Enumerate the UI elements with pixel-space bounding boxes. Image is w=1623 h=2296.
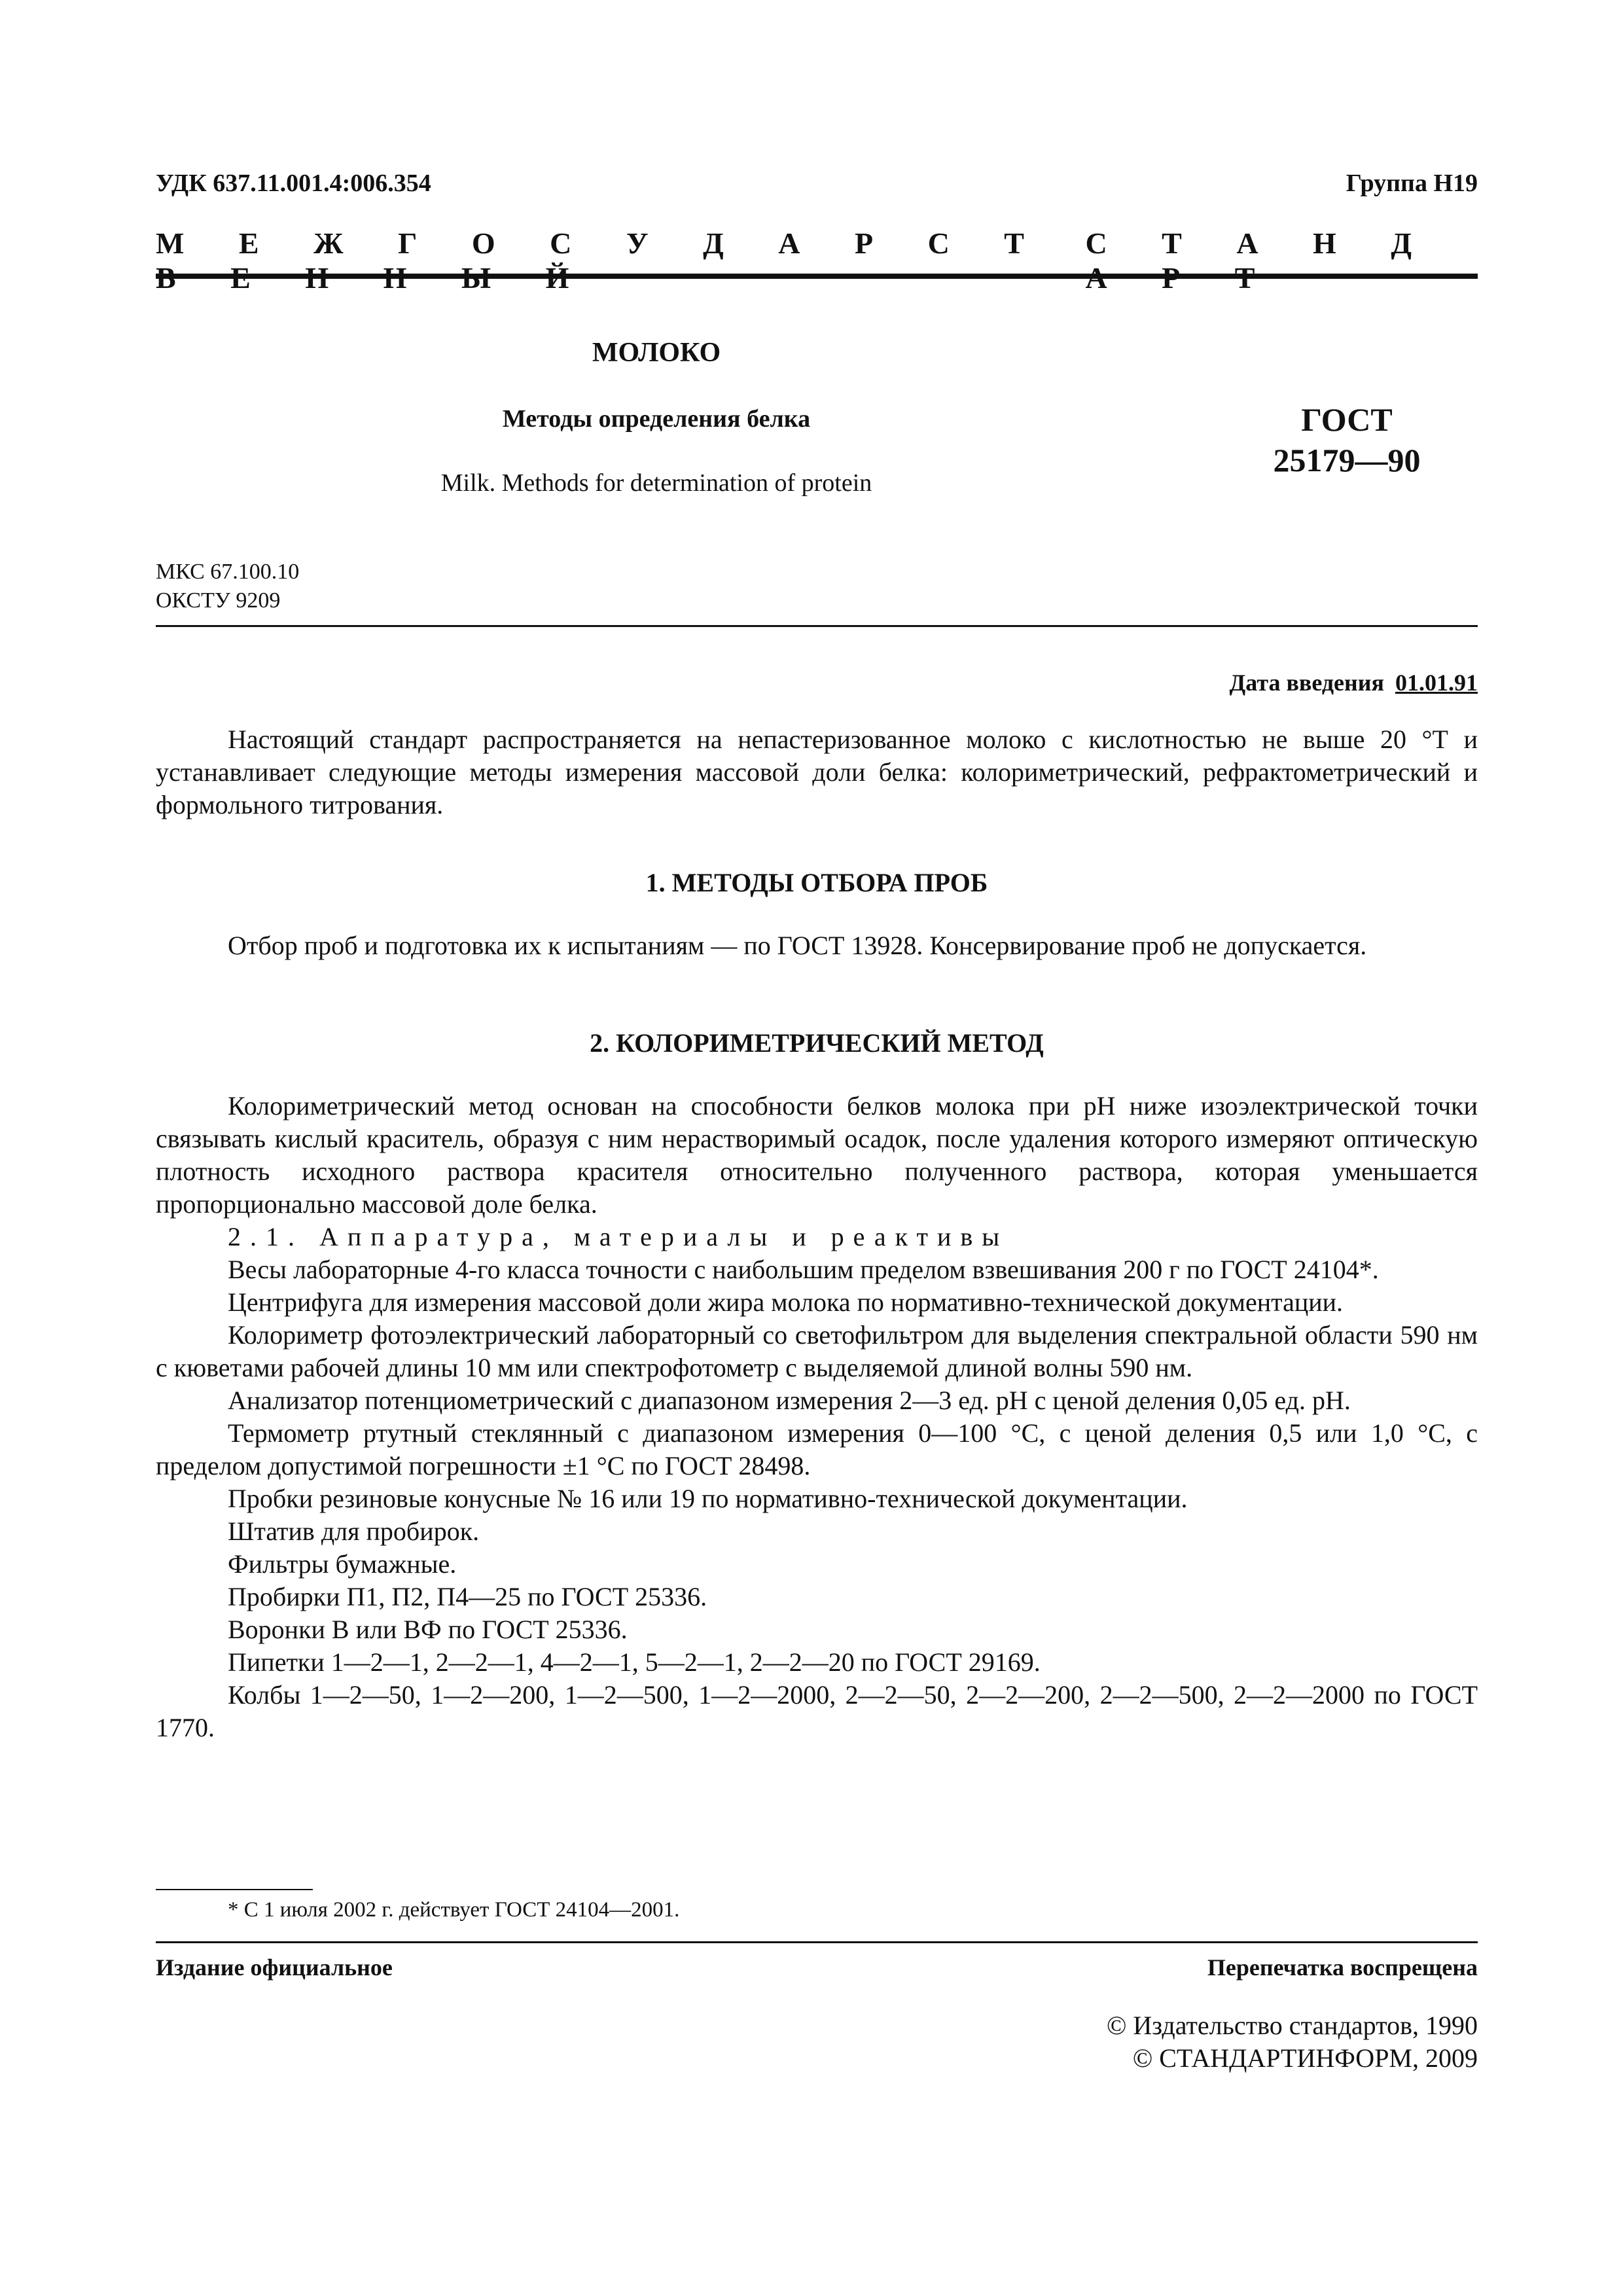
group-code: Группа Н19 xyxy=(1346,170,1478,197)
header-rule xyxy=(156,274,1478,279)
document-title: МОЛОКО xyxy=(592,338,721,368)
equipment-item: Пробирки П1, П2, П4—25 по ГОСТ 25336. xyxy=(228,1582,707,1611)
section-1-paragraph: Отбор проб и подготовка их к испытаниям — по ГОСТ 13928. Консервирование проб не допускается. xyxy=(228,931,1367,960)
equipment-item: Весы лабораторные 4-го класса точности с наибольшим пределом взвешивания 200 г по ГОСТ 24104*. xyxy=(228,1255,1379,1284)
equipment-item: Термометр ртутный стеклянный с диапазоном измерения 0—100 °С, с ценой деления 0,5 или 1,0 °С, с пределом допустимой погрешности ±1 °С по ГОСТ 28498. xyxy=(156,1418,1478,1480)
classification-block xyxy=(156,558,299,615)
gost-number: 25179—90 xyxy=(1273,442,1421,478)
equipment-item: Колбы 1—2—50, 1—2—200, 1—2—500, 1—2—2000, 2—2—50, 2—2—200, 2—2—500, 2—2—2000 по ГОСТ 1770. xyxy=(156,1680,1478,1742)
document-subtitle-en: Milk. Methods for determination of protein xyxy=(440,469,872,497)
section-2-heading: 2. КОЛОРИМЕТРИЧЕСКИЙ МЕТОД xyxy=(590,1028,1044,1058)
section-2-paragraph: Колориметрический метод основан на способности белков молока при рН ниже изоэлектрической точки связывать кислый краситель, образуя с ним нерастворимый осадок, после удаления которого измеряют оптическую плотность исходного раствора красителя относительно полученного раствора, которая уменьшается пропорционально массовой доле белка. xyxy=(156,1091,1478,1219)
equipment-item: Воронки В или ВФ по ГОСТ 25336. xyxy=(228,1615,628,1644)
interstate-standard-banner xyxy=(156,226,1478,295)
banner-word-interstate: М Е Ж Г О С У Д А Р С Т xyxy=(156,226,1048,260)
reprint-note: Перепечатка воспрещена xyxy=(1207,1954,1478,1981)
classification-rule xyxy=(156,625,1478,627)
gost-designation xyxy=(1216,399,1478,480)
equipment-item: Пробки резиновые конусные № 16 или 19 по нормативно-технической документации. xyxy=(228,1484,1188,1513)
intro-date-value: 01.01.91 xyxy=(1395,670,1478,696)
intro-paragraph-block xyxy=(156,723,1478,821)
intro-date-label: Дата введения xyxy=(1229,670,1384,696)
equipment-item: Анализатор потенциометрический с диапазоном измерения 2—3 ед. рН с ценой деления 0,05 ед. рН. xyxy=(228,1386,1351,1415)
mks-code: МКС 67.100.10 xyxy=(156,560,300,584)
introduction-date xyxy=(1230,669,1478,696)
equipment-item: Колориметр фотоэлектрический лабораторный со светофильтром для выделения спектральной области 590 нм с кюветами рабочей длины 10 мм или спектрофотометр с выделяемой длиной волны 590 нм. xyxy=(156,1320,1478,1382)
document-subtitle-ru: Методы определения белка xyxy=(502,405,811,433)
section-1-heading: 1. МЕТОДЫ ОТБОРА ПРОБ xyxy=(645,868,988,897)
copyright-block xyxy=(1107,2009,1478,2075)
edition-note: Издание официальное xyxy=(156,1954,393,1981)
equipment-item: Фильтры бумажные. xyxy=(228,1549,457,1579)
banner-word-standard: С Т А Н Д xyxy=(1085,226,1435,260)
copyright-line: © СТАНДАРТИНФОРМ, 2009 xyxy=(1132,2043,1478,2073)
section-1-block xyxy=(156,929,1478,962)
footnote: * С 1 июля 2002 г. действует ГОСТ 24104—2001. xyxy=(228,1898,680,1922)
udk-code: УДК 637.11.001.4:006.354 xyxy=(156,170,431,197)
gost-label: ГОСТ xyxy=(1301,401,1393,438)
item-2-1-heading: 2.1. Аппаратура, материалы и реактивы xyxy=(228,1222,1009,1251)
document-page xyxy=(156,0,1478,2296)
copyright-line: © Издательство стандартов, 1990 xyxy=(1106,2011,1478,2040)
equipment-item: Пипетки 1—2—1, 2—2—1, 4—2—1, 5—2—1, 2—2—20 по ГОСТ 29169. xyxy=(228,1647,1041,1677)
footnote-rule xyxy=(156,1889,313,1890)
section-2-block xyxy=(156,1090,1478,1744)
equipment-item: Центрифуга для измерения массовой доли жира молока по нормативно-технической документации. xyxy=(228,1287,1344,1317)
intro-paragraph: Настоящий стандарт распространяется на непастеризованное молоко с кислотностью не выше 20 °Т и устанавливает следующие методы измерения массовой доли белка: колориметрический, рефрактометрический и формольного титрования. xyxy=(156,725,1478,819)
okstu-code: ОКСТУ 9209 xyxy=(156,588,281,613)
footer-rule xyxy=(156,1941,1478,1943)
equipment-item: Штатив для пробирок. xyxy=(228,1516,480,1546)
